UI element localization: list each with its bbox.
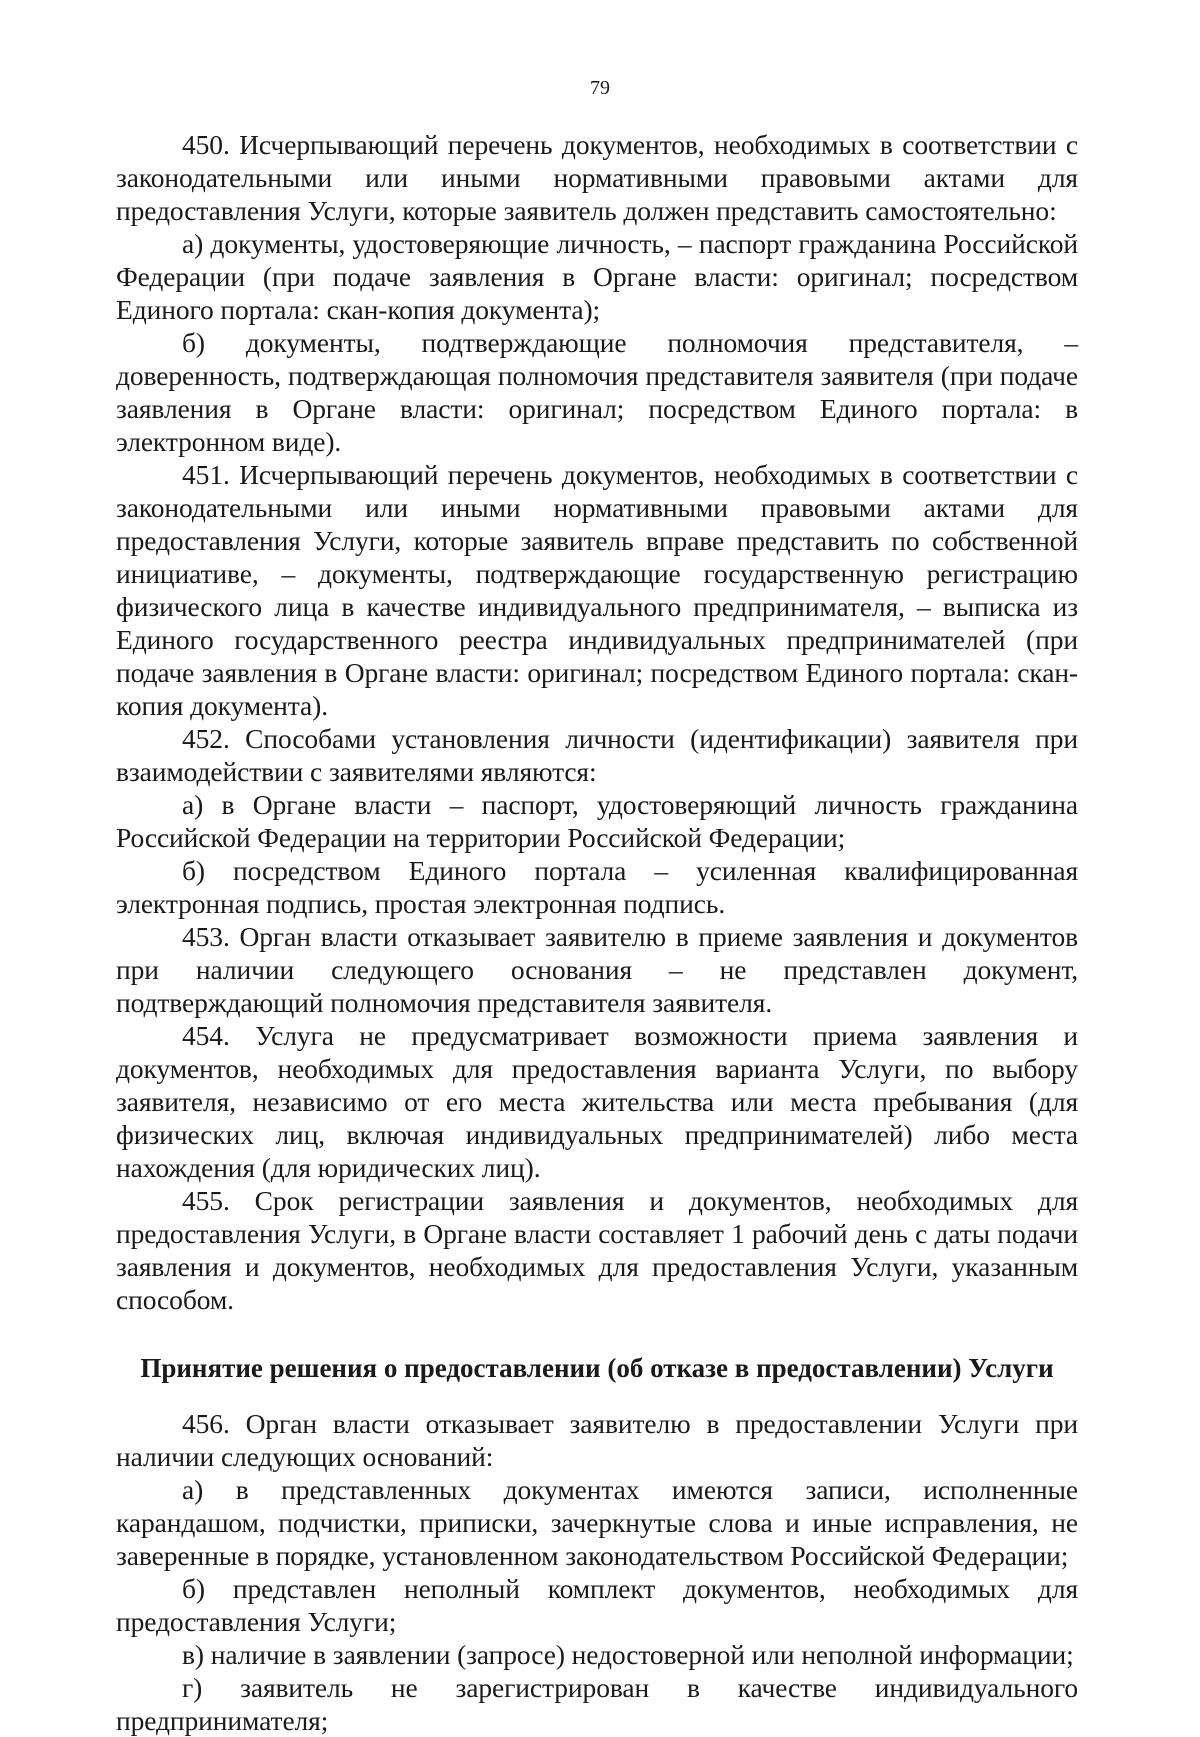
- paragraph-456-b: б) представлен неполный комплект документов, необходимых для предоставления Услуги;: [116, 1573, 1078, 1637]
- paragraph-456-v: в) наличие в заявлении (запросе) недостоверной или неполной информации;: [182, 1639, 1074, 1670]
- paragraph-450: 450. Исчерпывающий перечень документов, необходимых в соответствии с законодательными или иными нормативными правовыми актами для предоставления Услуги, которые заявитель должен представить самостоятельно:: [116, 129, 1078, 226]
- page-number: 79: [590, 77, 610, 99]
- paragraph-450-a: а) документы, удостоверяющие личность, – паспорт гражданина Российской Федерации (при подаче заявления в Органе власти: оригинал; посредством Единого портала: скан-копия документа);: [116, 228, 1078, 325]
- paragraph-452-b: б) посредством Единого портала – усиленная квалифицированная электронная подпись, простая электронная подпись.: [116, 855, 1078, 919]
- section-heading: Принятие решения о предоставлении (об отказе в предоставлении) Услуги: [140, 1353, 1054, 1383]
- paragraph-450-b: б) документы, подтверждающие полномочия представителя, – доверенность, подтверждающая полномочия представителя заявителя (при подаче заявления в Органе власти: оригинал; посредством Единого портала: в электронном виде).: [116, 327, 1078, 457]
- paragraph-456-a: а) в представленных документах имеются записи, исполненные карандашом, подчистки, приписки, зачеркнутые слова и иные исправления, не заверенные в порядке, установленном законодательством Российской Федерации;: [116, 1474, 1078, 1571]
- paragraph-451: 451. Исчерпывающий перечень документов, необходимых в соответствии с законодательными или иными нормативными правовыми актами для предоставления Услуги, которые заявитель вправе представить по собственной инициативе, – документы, подтверждающие государственную регистрацию физического лица в качестве индивидуального предпринимателя, – выписка из Единого государственного реестра индивидуальных предпринимателей (при подаче заявления в Органе власти: оригинал; посредством Единого портала: скан-копия документа).: [116, 459, 1078, 721]
- paragraph-456-g: г) заявитель не зарегистрирован в качестве индивидуального предпринимателя;: [116, 1672, 1078, 1736]
- paragraph-452-a: а) в Органе власти – паспорт, удостоверяющий личность гражданина Российской Федерации на территории Российской Федерации;: [116, 789, 1078, 853]
- paragraph-454: 454. Услуга не предусматривает возможности приема заявления и документов, необходимых для предоставления варианта Услуги, по выбору заявителя, независимо от его места жительства или места пребывания (для физических лиц, включая индивидуальных предпринимателей) либо места нахождения (для юридических лиц).: [116, 1020, 1078, 1183]
- paragraph-455: 455. Срок регистрации заявления и документов, необходимых для предоставления Услуги, в Органе власти составляет 1 рабочий день с даты подачи заявления и документов, необходимых для предоставления Услуги, указанным способом.: [116, 1185, 1078, 1315]
- document-body: [116, 128, 1078, 1737]
- paragraph-453: 453. Орган власти отказывает заявителю в приеме заявления и документов при наличии следующего основания – не представлен документ, подтверждающий полномочия представителя заявителя.: [116, 921, 1078, 1018]
- paragraph-452: 452. Способами установления личности (идентификации) заявителя при взаимодействии с заявителями являются:: [116, 723, 1078, 787]
- paragraph-456: 456. Орган власти отказывает заявителю в предоставлении Услуги при наличии следующих оснований:: [116, 1408, 1078, 1472]
